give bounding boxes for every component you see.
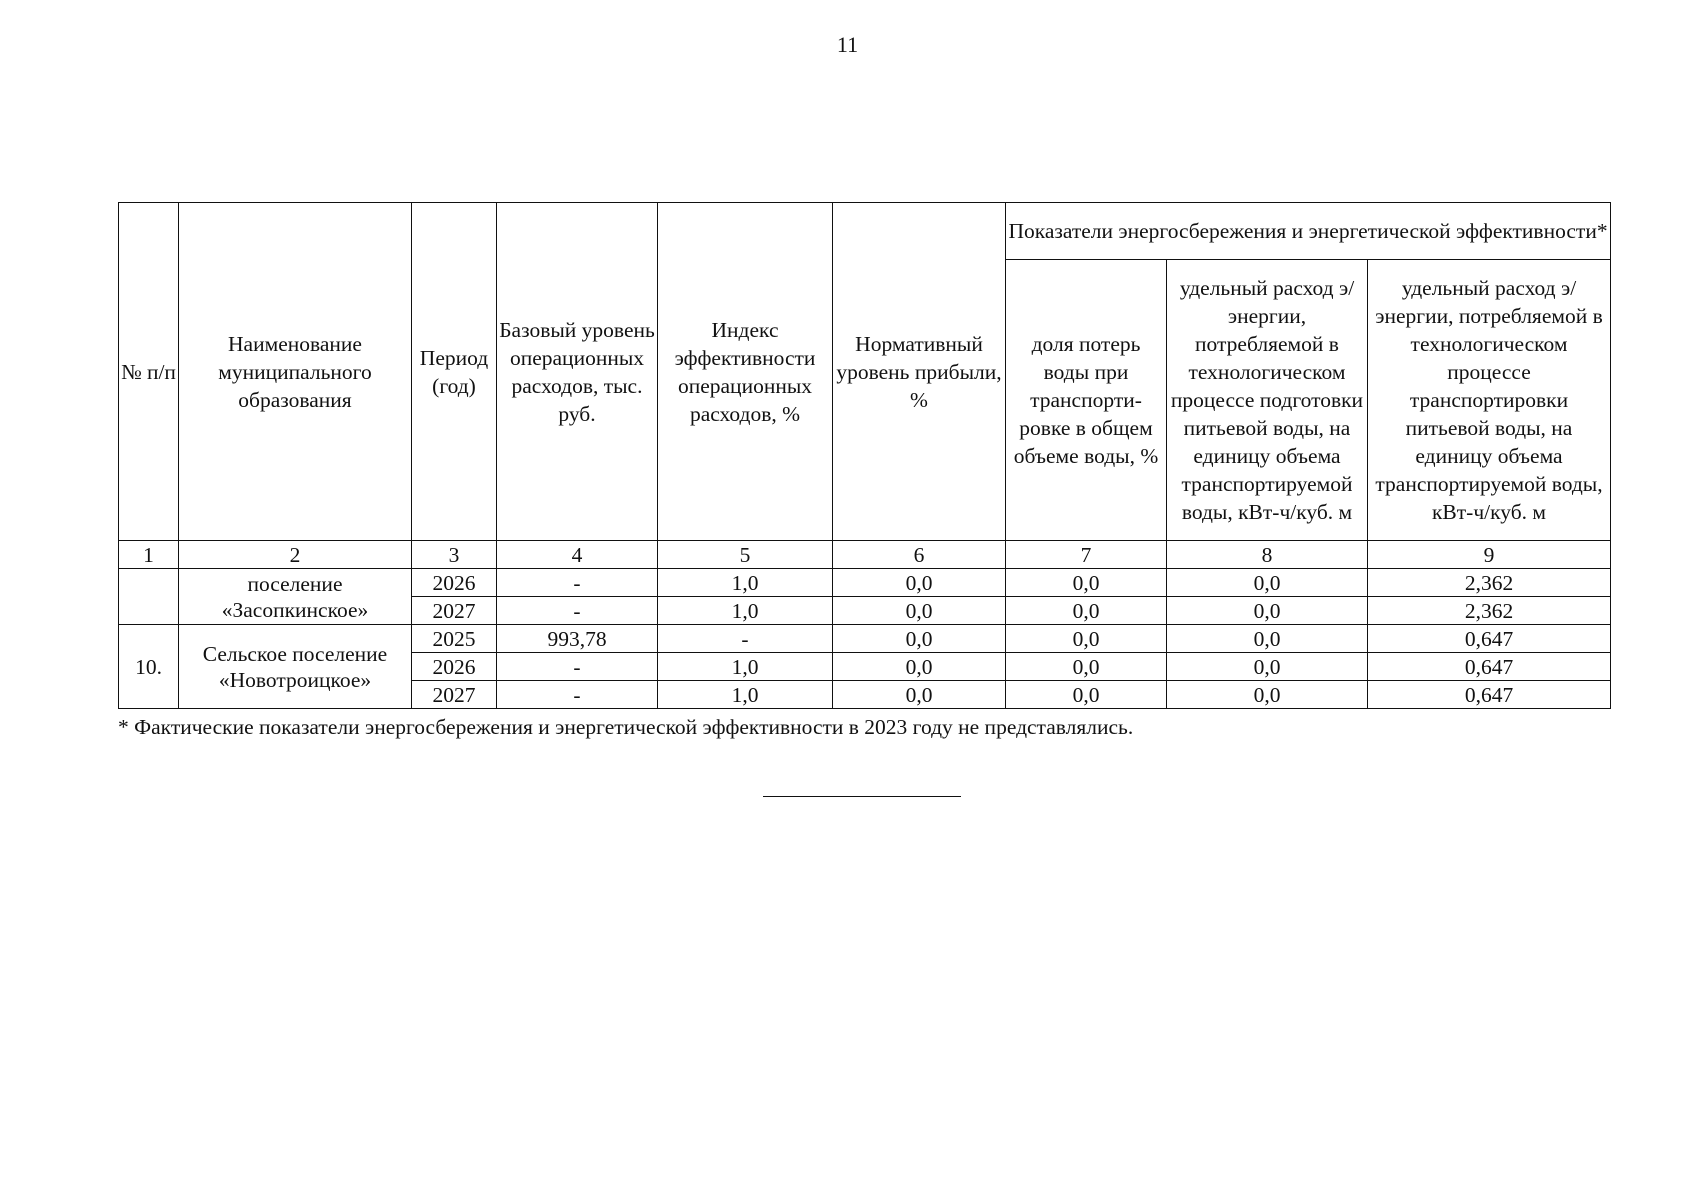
energy-transport-cell: 2,362: [1368, 597, 1611, 625]
energy-preparation-cell: 0,0: [1167, 625, 1368, 653]
energy-preparation-cell: 0,0: [1167, 681, 1368, 709]
period-cell: 2026: [412, 653, 497, 681]
municipality-name-cell: поселение «Засопкинское»: [179, 569, 412, 625]
header-energy-transport: удельный расход э/энергии, потребляемой в технологическом процессе транспортировки питьевой воды, на единицу объема транспортируемой воды, кВт-ч/куб. м: [1368, 260, 1611, 541]
period-cell: 2027: [412, 681, 497, 709]
col-number: 6: [833, 541, 1006, 569]
col-number: 5: [658, 541, 833, 569]
energy-transport-cell: 2,362: [1368, 569, 1611, 597]
efficiency-index-cell: -: [658, 625, 833, 653]
tariff-indicators-table: [118, 202, 1611, 709]
efficiency-index-cell: 1,0: [658, 653, 833, 681]
base-costs-cell: -: [497, 681, 658, 709]
water-loss-cell: 0,0: [1006, 625, 1167, 653]
efficiency-index-cell: 1,0: [658, 681, 833, 709]
municipality-name-cell: Сельское поселение «Новотроицкое»: [179, 625, 412, 709]
header-profit-level: Нормативный уровень прибыли, %: [833, 203, 1006, 541]
footnote: * Фактические показатели энергосбережения и энергетической эффективности в 2023 году не представлялись.: [118, 715, 1134, 739]
period-cell: 2025: [412, 625, 497, 653]
header-energy-group: Показатели энергосбережения и энергетической эффективности*: [1006, 203, 1611, 260]
efficiency-index-cell: 1,0: [658, 597, 833, 625]
header-num: № п/п: [119, 203, 179, 541]
row-num-cell: 10.: [119, 625, 179, 709]
water-loss-cell: 0,0: [1006, 569, 1167, 597]
page-number: 11: [836, 32, 859, 57]
energy-transport-cell: 0,647: [1368, 681, 1611, 709]
base-costs-cell: -: [497, 597, 658, 625]
efficiency-index-cell: 1,0: [658, 569, 833, 597]
base-costs-cell: -: [497, 653, 658, 681]
header-base-costs: Базовый уровень операционных расходов, тыс. руб.: [497, 203, 658, 541]
col-number: 4: [497, 541, 658, 569]
profit-level-cell: 0,0: [833, 681, 1006, 709]
col-number: 3: [412, 541, 497, 569]
profit-level-cell: 0,0: [833, 653, 1006, 681]
col-number: 1: [119, 541, 179, 569]
water-loss-cell: 0,0: [1006, 597, 1167, 625]
col-number: 9: [1368, 541, 1611, 569]
col-number: 8: [1167, 541, 1368, 569]
profit-level-cell: 0,0: [833, 625, 1006, 653]
energy-preparation-cell: 0,0: [1167, 597, 1368, 625]
profit-level-cell: 0,0: [833, 569, 1006, 597]
header-efficiency-index: Индекс эффективности операционных расходов, %: [658, 203, 833, 541]
row-num-cell: [119, 569, 179, 625]
energy-transport-cell: 0,647: [1368, 653, 1611, 681]
header-period: Период (год): [412, 203, 497, 541]
profit-level-cell: 0,0: [833, 597, 1006, 625]
end-rule: [763, 796, 961, 797]
table-row: [119, 569, 1611, 597]
header-water-loss: доля потерь воды при транспорти-ровке в общем объеме воды, %: [1006, 260, 1167, 541]
base-costs-cell: -: [497, 569, 658, 597]
energy-preparation-cell: 0,0: [1167, 653, 1368, 681]
base-costs-cell: 993,78: [497, 625, 658, 653]
water-loss-cell: 0,0: [1006, 681, 1167, 709]
header-energy-preparation: удельный расход э/энергии, потребляемой в технологическом процессе подготовки питьевой воды, на единицу объема транспортируемой воды, кВт-ч/куб. м: [1167, 260, 1368, 541]
period-cell: 2026: [412, 569, 497, 597]
table-row: [119, 625, 1611, 653]
column-number-row: [119, 541, 1611, 569]
header-name: Наименование муниципального образования: [179, 203, 412, 541]
energy-transport-cell: 0,647: [1368, 625, 1611, 653]
col-number: 7: [1006, 541, 1167, 569]
energy-preparation-cell: 0,0: [1167, 569, 1368, 597]
water-loss-cell: 0,0: [1006, 653, 1167, 681]
col-number: 2: [179, 541, 412, 569]
period-cell: 2027: [412, 597, 497, 625]
